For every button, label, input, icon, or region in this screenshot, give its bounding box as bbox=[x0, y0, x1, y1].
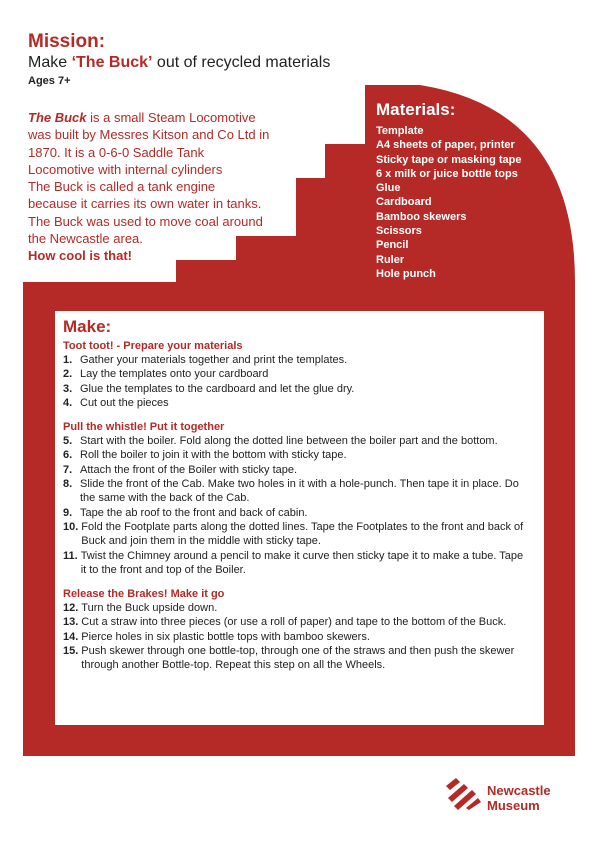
step-text: Slide the front of the Cab. Make two holes in it with a hole-punch. Then tape it in place. Do the same with the back of the Cab. bbox=[80, 478, 519, 505]
step-text: Turn the Buck upside down. bbox=[81, 602, 218, 615]
step-text: Twist the Chimney around a pencil to make it curve then sticky tape it to make a tube. Tape it to the front and top of the Boiler. bbox=[80, 549, 524, 576]
intro-line: 1870. It is a 0-6-0 Saddle Tank bbox=[28, 144, 205, 160]
step-number: 11. bbox=[63, 549, 78, 562]
step-number: 15. bbox=[63, 645, 79, 658]
material-item: A4 sheets of paper, printer bbox=[376, 139, 515, 152]
material-item: Template bbox=[376, 125, 424, 137]
step-text: Fold the Footplate parts along the dotted lines. Tape the Footplates to the front and back of Buck and join them in the middle with sticky tape. bbox=[81, 520, 524, 548]
material-item: Pencil bbox=[376, 239, 409, 252]
step-text: Gather your materials together and print the templates. bbox=[80, 354, 348, 366]
step-number: 5. bbox=[63, 435, 73, 448]
step-number: 4. bbox=[63, 396, 73, 409]
material-item: Glue bbox=[376, 182, 401, 195]
step-text: Start with the boiler. Fold along the dotted line between the boiler part and the bottom. bbox=[80, 435, 498, 448]
step-number: 13. bbox=[63, 616, 79, 629]
make-heading: Make: bbox=[63, 317, 112, 336]
step-text: Attach the front of the Boiler with sticky tape. bbox=[80, 463, 298, 476]
material-item: Bamboo skewers bbox=[376, 210, 467, 223]
step-text: Cut a straw into three pieces (or use a roll of paper) and tape to the bottom of the Buck. bbox=[81, 616, 507, 629]
step-number: 3. bbox=[63, 382, 73, 395]
step-item bbox=[63, 353, 544, 367]
material-item: Hole punch bbox=[376, 267, 436, 280]
section-title: Pull the whistle! Put it together bbox=[63, 421, 225, 434]
step-number: 2. bbox=[63, 368, 73, 381]
step-text: Pierce holes in six plastic bottle tops with bamboo skewers. bbox=[81, 630, 370, 643]
step-item bbox=[63, 477, 544, 506]
step-number: 8. bbox=[63, 478, 73, 491]
step-number: 9. bbox=[63, 506, 73, 519]
museum-logo-icon bbox=[444, 776, 482, 810]
step-item bbox=[63, 601, 544, 615]
step-text: Push skewer through one bottle-top, through one of the straws and then push the skewer through another Bottle-top. Repeat this step on all the Wheels. bbox=[81, 645, 515, 672]
step-item bbox=[63, 396, 544, 410]
material-item: Scissors bbox=[376, 225, 422, 238]
material-item: Ruler bbox=[376, 253, 405, 266]
step-number: 7. bbox=[63, 463, 73, 476]
make-instructions-box bbox=[55, 311, 544, 725]
step-item bbox=[63, 367, 544, 381]
materials-heading: Materials: bbox=[376, 100, 456, 119]
step-text: Lay the templates onto your cardboard bbox=[80, 368, 269, 381]
intro-line: the Newcastle area. bbox=[28, 231, 143, 247]
subtitle-suffix: out of recycled materials bbox=[152, 54, 331, 71]
section-title: Release the Brakes! Make it go bbox=[63, 588, 225, 601]
step-item bbox=[63, 615, 544, 629]
step-text: Tape the ab roof to the front and back of cabin. bbox=[80, 506, 308, 519]
step-number: 6. bbox=[63, 449, 73, 462]
step-number: 10. bbox=[63, 520, 79, 533]
logo-line: Newcastle bbox=[487, 783, 551, 798]
ages-label: Ages 7+ bbox=[28, 75, 71, 87]
intro-line: The Buck was used to move coal around bbox=[28, 213, 263, 229]
intro-line: is a small Steam Locomotive bbox=[86, 110, 256, 125]
step-text: Glue the templates to the cardboard and let the glue dry. bbox=[80, 382, 355, 395]
intro-closing: How cool is that! bbox=[28, 248, 132, 264]
material-item: 6 x milk or juice bottle tops bbox=[376, 167, 518, 180]
intro-line: because it carries its own water in tanks. bbox=[28, 196, 262, 212]
material-item: Sticky tape or masking tape bbox=[376, 153, 522, 166]
intro-line: The Buck is called a tank engine bbox=[28, 179, 216, 195]
step-item bbox=[63, 549, 544, 578]
step-number: 14. bbox=[63, 630, 79, 643]
step-item bbox=[63, 448, 544, 462]
step-item bbox=[63, 434, 544, 448]
museum-logo-text bbox=[487, 783, 551, 813]
step-text: Roll the boiler to join it with the bottom with sticky tape. bbox=[80, 449, 347, 462]
step-item bbox=[63, 630, 544, 644]
step-number: 12. bbox=[63, 602, 79, 615]
subtitle-name: ‘The Buck’ bbox=[71, 54, 153, 71]
materials-panel bbox=[376, 100, 522, 281]
logo-line: Museum bbox=[487, 798, 540, 813]
mission-heading: Mission: bbox=[28, 31, 106, 52]
step-item bbox=[63, 520, 544, 549]
intro-lead-name: The Buck bbox=[28, 110, 87, 125]
step-item bbox=[63, 506, 544, 520]
material-item: Cardboard bbox=[376, 196, 432, 209]
subtitle-prefix: Make bbox=[28, 54, 72, 71]
step-item bbox=[63, 382, 544, 396]
intro-line: Locomotive with internal cylinders bbox=[28, 161, 223, 177]
section-title: Toot toot! - Prepare your materials bbox=[63, 340, 243, 352]
step-number: 1. bbox=[63, 354, 73, 366]
intro-line: was built by Messres Kitson and Co Ltd in bbox=[28, 127, 270, 143]
step-item bbox=[63, 463, 544, 477]
step-item bbox=[63, 644, 544, 673]
step-text: Cut out the pieces bbox=[80, 396, 169, 409]
